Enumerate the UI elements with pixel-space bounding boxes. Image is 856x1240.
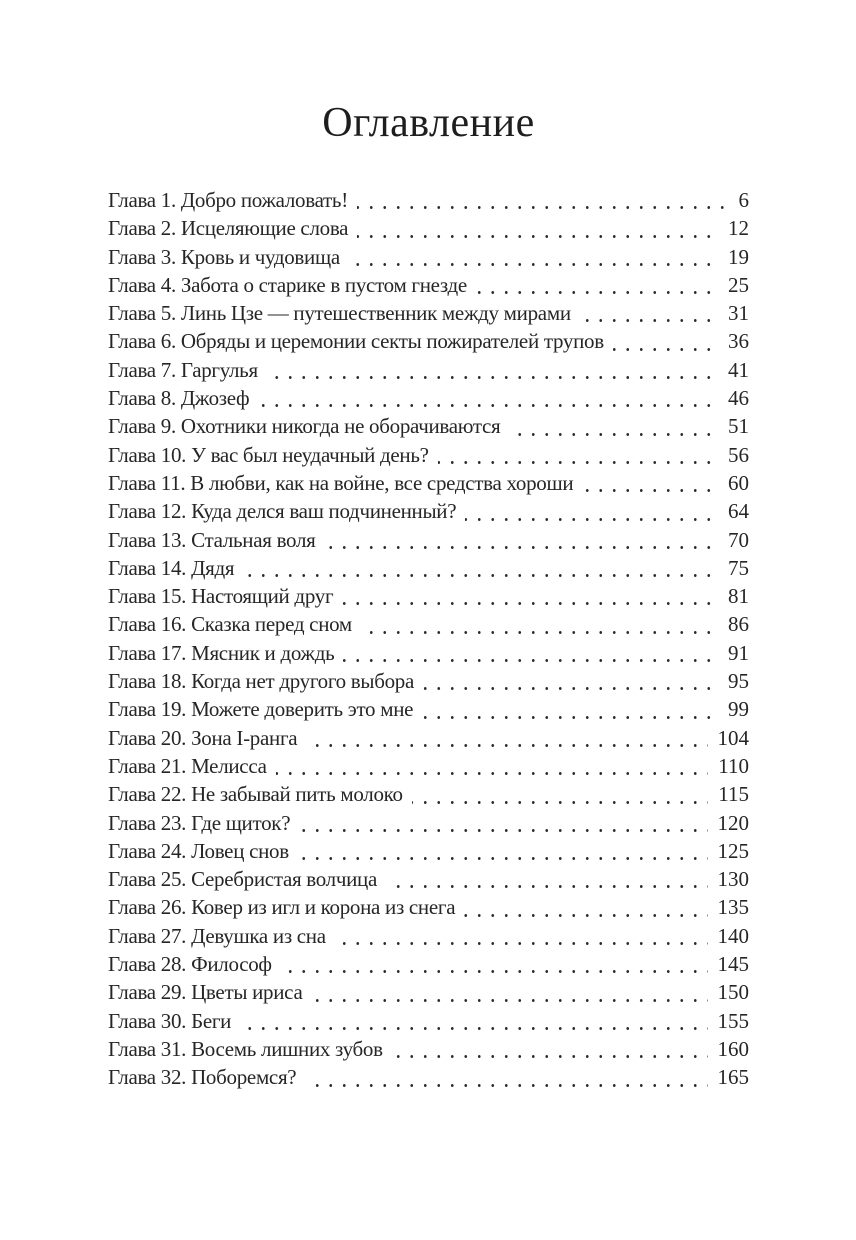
chapter-label: Глава 30. Беги bbox=[108, 1008, 232, 1033]
toc-entry bbox=[108, 612, 749, 640]
chapter-label: Глава 8. Джозеф bbox=[108, 386, 250, 411]
toc-entry bbox=[108, 358, 749, 386]
dot-leader bbox=[267, 358, 718, 386]
dot-leader bbox=[465, 499, 718, 527]
page-number: 140 bbox=[717, 923, 749, 948]
dot-leader bbox=[276, 754, 709, 782]
toc-entry bbox=[108, 924, 749, 952]
page-number: 75 bbox=[728, 555, 749, 580]
chapter-label: Глава 7. Гаргулья bbox=[108, 357, 258, 382]
dot-leader bbox=[311, 980, 707, 1008]
chapter-label: Глава 11. В любви, как на войне, все средства хороши bbox=[108, 470, 574, 495]
dot-leader bbox=[258, 386, 718, 414]
chapter-label: Глава 3. Кровь и чудовища bbox=[108, 244, 340, 269]
toc-entry bbox=[108, 273, 749, 301]
toc-entry bbox=[108, 414, 749, 442]
chapter-label: Глава 25. Серебристая волчица bbox=[108, 867, 378, 892]
page-number: 91 bbox=[728, 640, 749, 665]
dot-leader bbox=[386, 867, 707, 895]
dot-leader bbox=[509, 414, 718, 442]
page-number: 125 bbox=[717, 838, 749, 863]
chapter-label: Глава 10. У вас был неудачный день? bbox=[108, 442, 429, 467]
dot-leader bbox=[335, 924, 708, 952]
page-number: 99 bbox=[728, 697, 749, 722]
toc-entry bbox=[108, 641, 749, 669]
dot-leader bbox=[342, 584, 718, 612]
chapter-label: Глава 16. Сказка перед сном bbox=[108, 612, 352, 637]
toc-entry bbox=[108, 1037, 749, 1065]
page-number: 41 bbox=[728, 357, 749, 382]
chapter-label: Глава 4. Забота о старике в пустом гнезде bbox=[108, 272, 467, 297]
page-number: 150 bbox=[717, 980, 749, 1005]
page-number: 165 bbox=[717, 1065, 749, 1090]
toc-entry bbox=[108, 584, 749, 612]
page-number: 95 bbox=[728, 669, 749, 694]
dot-leader bbox=[298, 839, 708, 867]
dot-leader bbox=[361, 612, 718, 640]
toc-entry bbox=[108, 669, 749, 697]
toc-entry bbox=[108, 471, 749, 499]
page-number: 31 bbox=[728, 301, 749, 326]
dot-leader bbox=[357, 216, 718, 244]
dot-leader bbox=[306, 726, 707, 754]
dot-leader bbox=[580, 301, 718, 329]
toc-entry bbox=[108, 556, 749, 584]
chapter-label: Глава 31. Восемь лишних зубов bbox=[108, 1036, 383, 1061]
page-number: 130 bbox=[717, 867, 749, 892]
chapter-label: Глава 12. Куда делся ваш подчиненный? bbox=[108, 499, 457, 524]
toc-list bbox=[108, 188, 749, 1094]
chapter-label: Глава 15. Настоящий друг bbox=[108, 584, 334, 609]
dot-leader bbox=[240, 1009, 707, 1037]
chapter-label: Глава 14. Дядя bbox=[108, 555, 235, 580]
chapter-label: Глава 27. Девушка из сна bbox=[108, 923, 326, 948]
toc-entry bbox=[108, 301, 749, 329]
chapter-label: Глава 6. Обряды и церемонии секты пожирателей трупов bbox=[108, 329, 604, 354]
chapter-label: Глава 28. Философ bbox=[108, 952, 272, 977]
chapter-label: Глава 5. Линь Цзе — путешественник между мирами bbox=[108, 301, 571, 326]
toc-entry bbox=[108, 867, 749, 895]
chapter-label: Глава 2. Исцеляющие слова bbox=[108, 216, 349, 241]
toc-entry bbox=[108, 782, 749, 810]
dot-leader bbox=[613, 329, 718, 357]
chapter-label: Глава 29. Цветы ириса bbox=[108, 980, 303, 1005]
toc-entry bbox=[108, 839, 749, 867]
chapter-label: Глава 32. Поборемся? bbox=[108, 1065, 297, 1090]
dot-leader bbox=[299, 811, 707, 839]
page-number: 25 bbox=[728, 272, 749, 297]
page-number: 6 bbox=[738, 188, 749, 212]
page-number: 155 bbox=[717, 1008, 749, 1033]
page-number: 19 bbox=[728, 244, 749, 269]
dot-leader bbox=[343, 641, 718, 669]
toc-entry bbox=[108, 726, 749, 754]
dot-leader bbox=[438, 443, 718, 471]
toc-entry bbox=[108, 1009, 749, 1037]
toc-entry bbox=[108, 980, 749, 1008]
chapter-label: Глава 26. Ковер из игл и корона из снега bbox=[108, 895, 456, 920]
dot-leader bbox=[349, 245, 718, 273]
toc-entry bbox=[108, 952, 749, 980]
toc-entry bbox=[108, 528, 749, 556]
dot-leader bbox=[412, 782, 709, 810]
dot-leader bbox=[423, 669, 718, 697]
toc-entry bbox=[108, 329, 749, 357]
chapter-label: Глава 17. Мясник и дождь bbox=[108, 640, 335, 665]
page-number: 56 bbox=[728, 442, 749, 467]
dot-leader bbox=[281, 952, 708, 980]
dot-leader bbox=[325, 528, 719, 556]
toc-entry bbox=[108, 811, 749, 839]
dot-leader bbox=[582, 471, 718, 499]
page-number: 120 bbox=[717, 810, 749, 835]
chapter-label: Глава 24. Ловец снов bbox=[108, 838, 289, 863]
chapter-label: Глава 9. Охотники никогда не оборачиваются bbox=[108, 414, 501, 439]
chapter-label: Глава 21. Мелисса bbox=[108, 753, 267, 778]
dot-leader bbox=[422, 697, 718, 725]
toc-entry bbox=[108, 188, 749, 216]
chapter-label: Глава 22. Не забывай пить молоко bbox=[108, 782, 403, 807]
dot-leader bbox=[476, 273, 718, 301]
page-number: 12 bbox=[728, 216, 749, 241]
dot-leader bbox=[392, 1037, 708, 1065]
dot-leader bbox=[464, 895, 707, 923]
dot-leader bbox=[243, 556, 718, 584]
toc-entry bbox=[108, 443, 749, 471]
page-number: 51 bbox=[728, 414, 749, 439]
toc-entry bbox=[108, 386, 749, 414]
page-number: 81 bbox=[728, 584, 749, 609]
page-number: 36 bbox=[728, 329, 749, 354]
page-number: 86 bbox=[728, 612, 749, 637]
toc-entry bbox=[108, 1065, 749, 1093]
page-number: 115 bbox=[718, 782, 749, 807]
toc-entry bbox=[108, 697, 749, 725]
dot-leader bbox=[305, 1065, 707, 1093]
toc-entry bbox=[108, 754, 749, 782]
page-title: Оглавление bbox=[322, 100, 535, 146]
chapter-label: Глава 18. Когда нет другого выбора bbox=[108, 669, 415, 694]
chapter-label: Глава 20. Зона I-ранга bbox=[108, 725, 298, 750]
toc-entry bbox=[108, 216, 749, 244]
toc-entry bbox=[108, 245, 749, 273]
page-number: 145 bbox=[717, 952, 749, 977]
chapter-label: Глава 1. Добро пожаловать! bbox=[108, 188, 348, 212]
page-number: 70 bbox=[728, 527, 749, 552]
page-number: 110 bbox=[718, 753, 749, 778]
chapter-label: Глава 19. Можете доверить это мне bbox=[108, 697, 414, 722]
chapter-label: Глава 13. Стальная воля bbox=[108, 527, 316, 552]
toc-entry bbox=[108, 895, 749, 923]
page-number: 64 bbox=[728, 499, 749, 524]
page-number: 104 bbox=[717, 725, 749, 750]
page-number: 46 bbox=[728, 386, 749, 411]
page-number: 160 bbox=[717, 1036, 749, 1061]
dot-leader bbox=[357, 188, 729, 216]
page-number: 60 bbox=[728, 470, 749, 495]
toc-entry bbox=[108, 499, 749, 527]
chapter-label: Глава 23. Где щиток? bbox=[108, 810, 291, 835]
page-number: 135 bbox=[717, 895, 749, 920]
